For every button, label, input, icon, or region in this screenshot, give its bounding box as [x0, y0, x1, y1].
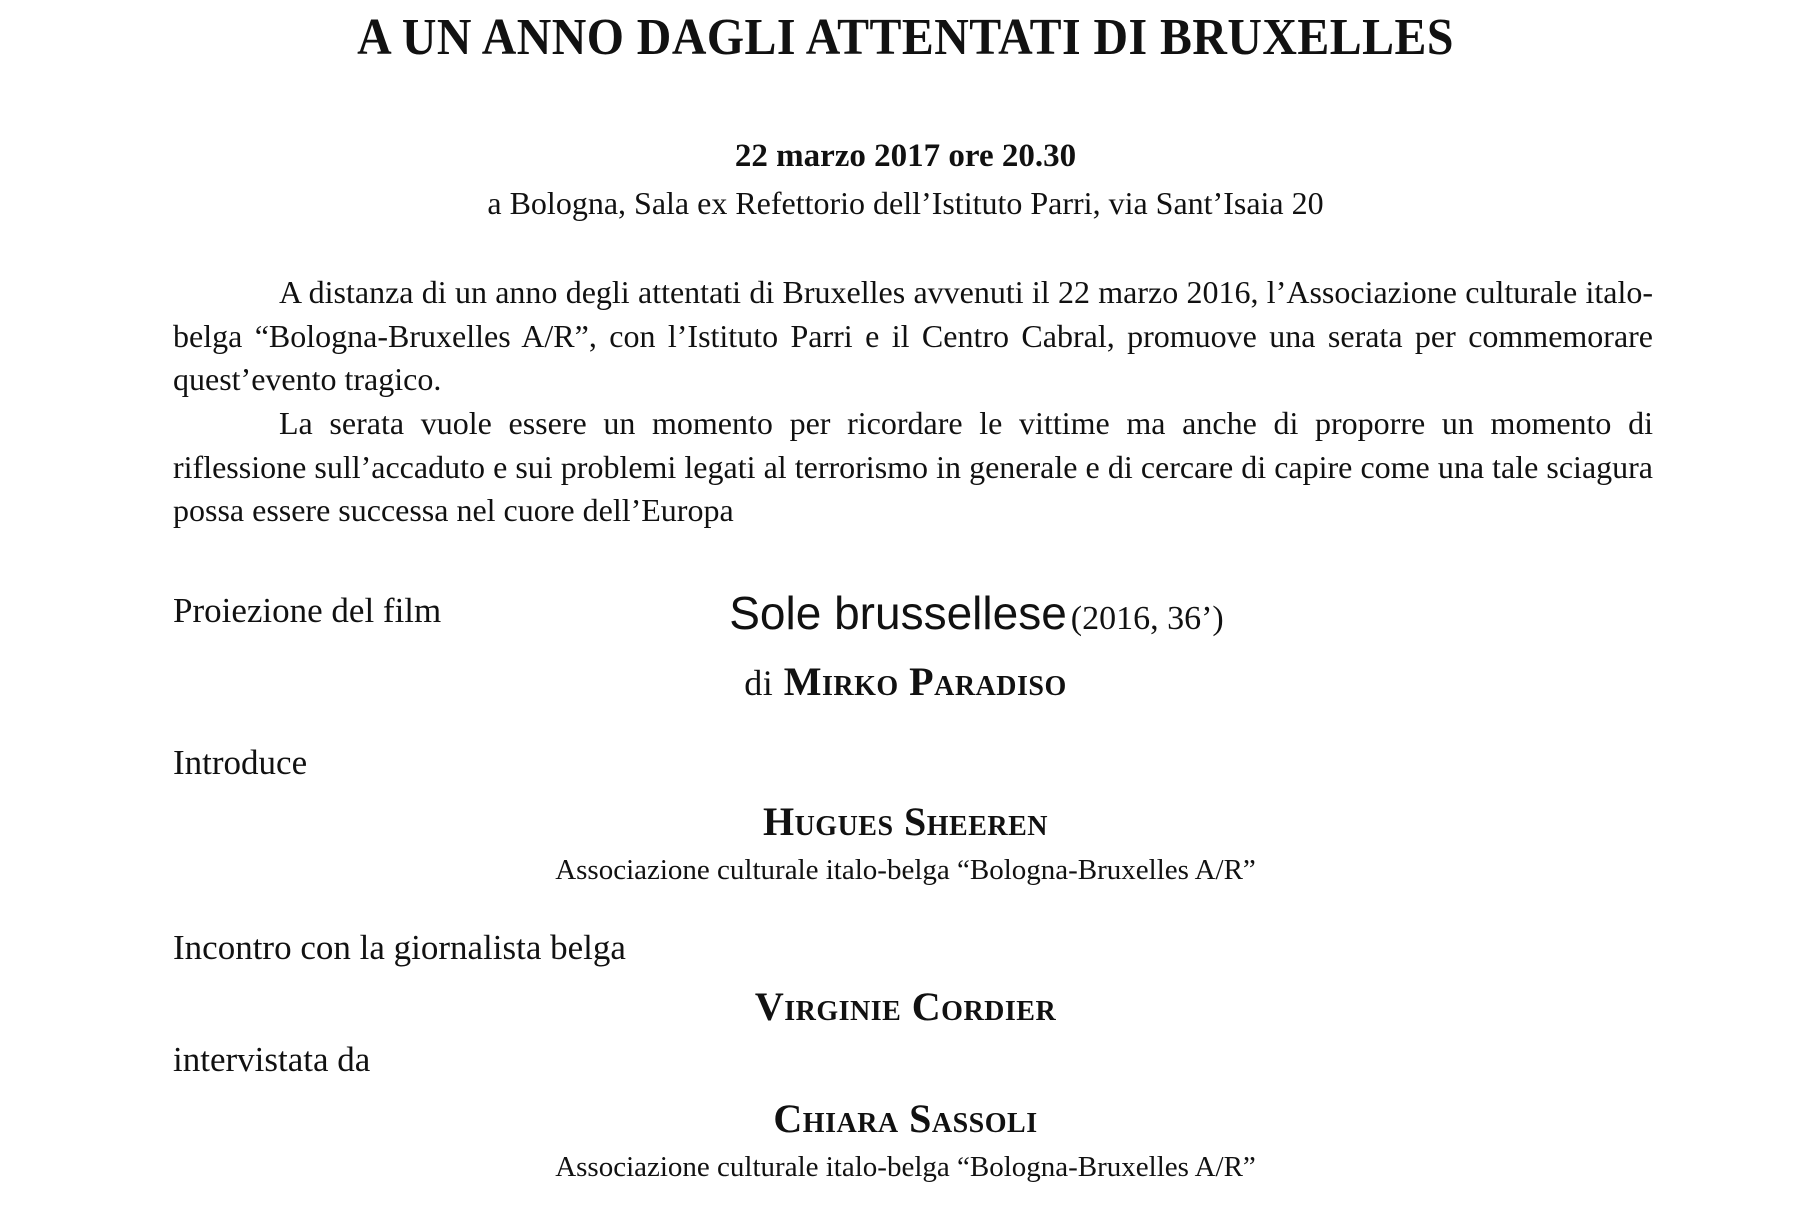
paragraph-intro: A distanza di un anno degli attentati di Bruxelles avvenuti il 22 marzo 2016, l’Associazione culturale italo-belga “Bologna-Bruxelles A/R”, con l’Istituto Parri e il Centro Cabral, promuove una serata per commemorare quest’evento tragico.	[173, 274, 1653, 397]
film-label: Proiezione del film	[173, 591, 442, 630]
event-date-time: 22 marzo 2017 ore 20.30	[734, 138, 1077, 174]
event-venue: a Bologna, Sala ex Refettorio dell’Istituto Parri, via Sant’Isaia 20	[487, 185, 1324, 221]
introduce-label: Introduce	[173, 743, 308, 782]
interview-person: Chiara Sassoli	[773, 1096, 1038, 1141]
interview-label: intervistata da	[173, 1040, 371, 1079]
meeting-person: Virginie Cordier	[754, 984, 1057, 1029]
interview-affiliation: Associazione culturale italo-belga “Bologna-Bruxelles A/R”	[555, 1151, 1256, 1183]
director-prefix: di	[744, 663, 774, 703]
film-title-line	[0, 586, 1811, 640]
introduce-affiliation: Associazione culturale italo-belga “Bologna-Bruxelles A/R”	[555, 854, 1256, 886]
director-name: Mirko Paradiso	[783, 659, 1067, 704]
meeting-label: Incontro con la giornalista belga	[173, 928, 626, 967]
document-title: A UN ANNO DAGLI ATTENTATI DI BRUXELLES	[357, 9, 1454, 66]
film-name: Sole brussellese	[729, 587, 1067, 639]
film-director-line	[0, 658, 1811, 705]
film-meta: (2016, 36’)	[1070, 600, 1224, 637]
introduce-person: Hugues Sheeren	[762, 799, 1049, 844]
paragraph-purpose: La serata vuole essere un momento per ricordare le vittime ma anche di proporre un momento di riflessione sull’accaduto e sui problemi legati al terrorismo in generale e di cercare di capire come una tale sciagura possa essere successa nel cuore dell’Europa	[173, 405, 1653, 528]
